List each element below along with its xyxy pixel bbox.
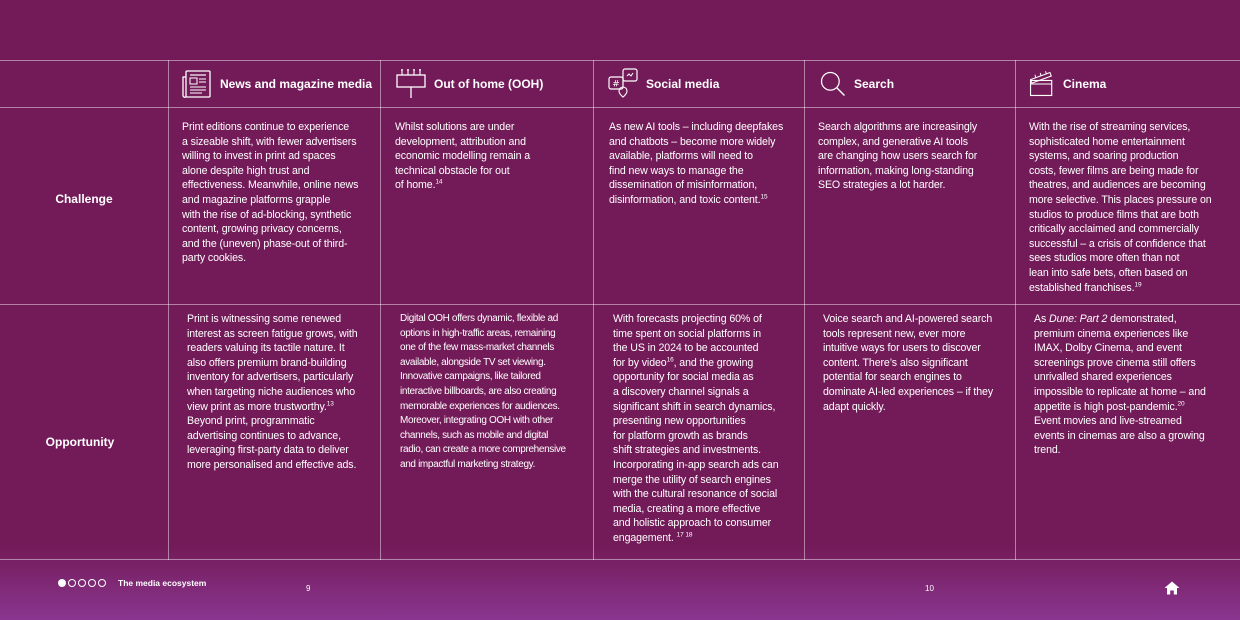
text-line	[395, 178, 587, 193]
cell-opportunity-ooh	[400, 312, 590, 473]
text-line: interactive billboards, are also creating	[400, 385, 557, 397]
magnifier-icon	[818, 67, 848, 101]
text-line: the US in 2024 to be accounted	[613, 342, 759, 355]
text-line: intuitive ways for users to discover	[823, 342, 981, 355]
page-number-left: 9	[306, 584, 311, 593]
text-line: systems, and soaring production	[1029, 150, 1179, 163]
text-line: sophisticated home entertainment	[1029, 135, 1185, 148]
text-line: alone despite high trust and	[182, 164, 310, 177]
text-line: also offers premium brand-building	[187, 356, 347, 369]
text-line: shift strategies and investments.	[613, 444, 762, 457]
text-line: sees studios more often than not	[1029, 252, 1180, 265]
text-line: With the rise of streaming services,	[1029, 121, 1191, 133]
text-line: more personalised and effective ads.	[187, 458, 357, 471]
text-line: available, alongside TV set viewing.	[400, 356, 546, 368]
column-title: Cinema	[1063, 77, 1107, 91]
text-line: Innovative campaigns, like tailored	[400, 371, 541, 383]
progress-dot-active[interactable]	[58, 579, 66, 587]
text-line: inventory for advertisers, particularly	[187, 371, 354, 384]
text-fragment: demonstrated,	[1107, 313, 1177, 325]
home-icon[interactable]	[1164, 581, 1180, 595]
footnote-ref: 15	[760, 193, 768, 201]
row-divider	[0, 304, 1240, 305]
text-fragment: established franchises.	[1029, 281, 1135, 294]
text-line: dominate AI-led experiences – if they	[823, 385, 994, 398]
column-header-ooh	[394, 60, 543, 108]
row-label-opportunity: Opportunity	[45, 435, 115, 449]
column-header-cinema	[1027, 60, 1106, 108]
text-line: critically acclaimed and commercially	[1029, 223, 1199, 236]
footnote-ref: 13	[326, 400, 334, 408]
text-line: radio, can create a more comprehensive	[400, 444, 566, 456]
column-divider	[804, 60, 805, 560]
cell-challenge-ooh	[395, 120, 587, 193]
text-line: and impactful marketing strategy.	[400, 458, 535, 470]
section-progress-dots	[58, 579, 106, 587]
text-line: and the (uneven) phase-out of third-	[182, 237, 348, 250]
text-fragment: appetite is high post-pandemic.	[1034, 400, 1178, 413]
footnote-ref: 19	[1134, 281, 1142, 288]
text-line: and chatbots – become more widely	[609, 135, 776, 148]
column-divider	[1015, 60, 1016, 560]
text-line: for platform growth as brands	[613, 429, 748, 442]
text-fragment: view print as more trustworthy.	[187, 400, 327, 413]
text-line: costs, fewer films are being made for	[1029, 164, 1199, 177]
text-line: willing to invest in print ad spaces	[182, 150, 336, 163]
text-fragment: , and the growing	[673, 356, 754, 369]
row-label-challenge: Challenge	[55, 192, 113, 206]
column-title: News and magazine media	[220, 77, 373, 91]
text-line: presenting new opportunities	[613, 415, 746, 428]
text-line: IMAX, Dolby Cinema, and event	[1034, 342, 1182, 355]
text-line: Print editions continue to experience	[182, 121, 350, 133]
text-line: Incorporating in-app search ads can	[613, 458, 779, 471]
text-line: memorable experiences for audiences.	[400, 400, 560, 412]
text-fragment: for by video	[613, 356, 667, 369]
footnote-ref: 17 18	[676, 531, 693, 539]
text-line: SEO strategies a lot harder.	[818, 179, 946, 192]
text-line: events in cinemas are also a growing	[1034, 429, 1205, 442]
text-line: complex, and generative AI tools	[818, 135, 968, 148]
column-divider	[593, 60, 594, 560]
column-title: Search	[854, 77, 895, 91]
text-line: merge the utility of search engines	[613, 473, 771, 486]
text-line: effectiveness. Meanwhile, online news	[182, 179, 359, 192]
text-line: tools represent new, ever more	[823, 327, 966, 340]
text-line: Beyond print, programmatic	[187, 415, 315, 428]
column-divider	[380, 60, 381, 560]
text-line: Search algorithms are increasingly	[818, 121, 978, 133]
text-line: time spent on social platforms in	[613, 327, 762, 340]
text-line: and holistic approach to consumer	[613, 517, 772, 530]
text-line: advertising continues to advance,	[187, 429, 341, 442]
text-line	[1029, 281, 1229, 296]
cell-opportunity-cinema	[1034, 312, 1234, 458]
text-line: successful – a crisis of confidence that	[1029, 237, 1206, 250]
text-line: Digital OOH offers dynamic, flexible ad	[400, 313, 558, 324]
text-line: With forecasts projecting 60% of	[613, 313, 762, 325]
text-line: potential for search engines to	[823, 371, 962, 384]
cell-opportunity-search	[823, 312, 1013, 414]
clapperboard-icon	[1027, 67, 1057, 101]
column-divider	[168, 60, 169, 560]
text-line: readers valuing its tactile nature. It	[187, 342, 345, 355]
text-line: content. There’s also significant	[823, 356, 968, 369]
text-line	[1034, 312, 1234, 327]
cell-challenge-cinema	[1029, 120, 1229, 295]
text-line: unrivalled shared experiences	[1034, 371, 1172, 384]
column-title: Out of home (OOH)	[434, 77, 544, 91]
text-line: with the cultural resonance of social	[613, 488, 778, 501]
text-line: options in high-traffic areas, remaining	[400, 327, 556, 339]
text-line: theatres, and audiences are becoming	[1029, 179, 1206, 192]
text-line: technical obstacle for out	[395, 164, 510, 177]
svg-text:#: #	[612, 79, 620, 90]
text-line: media, creating a more effective	[613, 502, 761, 515]
text-line: Moreover, integrating OOH with other	[400, 415, 554, 427]
footnote-ref: 20	[1177, 400, 1185, 408]
text-line: available, platforms will need to	[609, 150, 753, 163]
text-line: a sizeable shift, with fewer advertisers	[182, 135, 357, 148]
text-line: leveraging first-party data to deliver	[187, 444, 349, 457]
text-line	[613, 531, 803, 546]
text-line: and magazine platforms grapple	[182, 193, 331, 206]
text-line: development, attribution and	[395, 135, 526, 148]
cell-opportunity-social	[613, 312, 803, 546]
newspaper-icon	[180, 67, 214, 101]
text-line: opportunity for social media as	[613, 371, 754, 384]
text-line: channels, such as mobile and digital	[400, 429, 549, 441]
text-line: content, growing privacy concerns,	[182, 223, 342, 236]
column-title: Social media	[646, 77, 720, 91]
text-line: economic modelling remain a	[395, 150, 531, 163]
text-line: lean into safe bets, often based on	[1029, 266, 1188, 279]
progress-dot[interactable]	[68, 579, 76, 587]
text-line: find new ways to manage the	[609, 164, 744, 177]
footnote-ref: 16	[666, 356, 674, 364]
progress-dot[interactable]	[88, 579, 96, 587]
cell-challenge-search	[818, 120, 1010, 193]
page-number-right: 10	[925, 584, 934, 593]
progress-dot[interactable]	[98, 579, 106, 587]
column-header-search	[818, 60, 894, 108]
text-line: premium cinema experiences like	[1034, 327, 1189, 340]
text-fragment: of home.	[395, 179, 436, 192]
text-line: party cookies.	[182, 252, 246, 265]
column-header-news	[180, 60, 372, 108]
film-title: Dune: Part 2	[1049, 313, 1108, 325]
text-line	[1034, 400, 1234, 415]
text-line: dissemination of misinformation,	[609, 179, 758, 192]
billboard-icon	[394, 67, 428, 101]
text-line: Whilst solutions are under	[395, 121, 515, 133]
text-line: are changing how users search for	[818, 150, 978, 163]
column-header-social	[606, 60, 719, 108]
text-line: a discovery channel signals a	[613, 385, 749, 398]
cell-opportunity-news	[187, 312, 377, 473]
text-line: Voice search and AI-powered search	[823, 313, 993, 325]
text-fragment: engagement.	[613, 531, 674, 544]
cell-challenge-social	[609, 120, 801, 208]
text-line: screenings prove cinema still offers	[1034, 356, 1196, 369]
text-line: impossible to replicate at home – and	[1034, 385, 1206, 398]
text-line: studios to produce films that are both	[1029, 208, 1199, 221]
page-footer	[0, 560, 1240, 620]
text-fragment: disinformation, and toxic content.	[609, 193, 761, 206]
text-line: one of the few mass-market channels	[400, 342, 554, 354]
text-line: adapt quickly.	[823, 400, 886, 413]
cell-challenge-news	[182, 120, 374, 266]
progress-dot[interactable]	[78, 579, 86, 587]
social-media-icon	[606, 67, 640, 101]
section-name[interactable]: The media ecosystem	[118, 578, 207, 588]
text-line: trend.	[1034, 444, 1061, 457]
footnote-ref: 14	[435, 178, 443, 186]
text-line	[187, 400, 377, 415]
text-line: more selective. This places pressure on	[1029, 193, 1212, 206]
text-line: As new AI tools – including deepfakes	[609, 121, 784, 133]
text-fragment: As	[1034, 313, 1050, 325]
text-line: information, making long-standing	[818, 164, 974, 177]
text-line: with the rise of ad-blocking, synthetic	[182, 208, 352, 221]
text-line	[613, 356, 803, 371]
text-line: Print is witnessing some renewed	[187, 313, 342, 325]
text-line: significant shift in search dynamics,	[613, 400, 776, 413]
text-line	[609, 193, 801, 208]
text-line: Event movies and live-streamed	[1034, 415, 1182, 428]
text-line: when targeting niche audiences who	[187, 385, 355, 398]
text-line: interest as screen fatigue grows, with	[187, 327, 358, 340]
